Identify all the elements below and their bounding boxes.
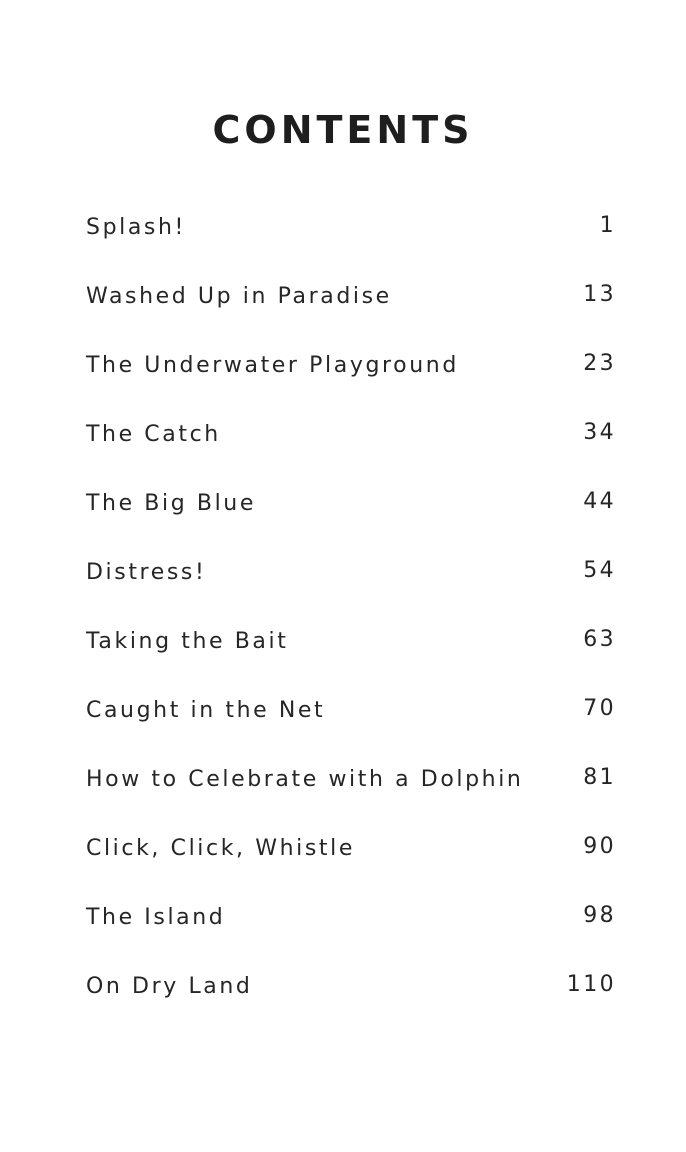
toc-entry-title: Washed Up in Paradise <box>86 284 392 309</box>
toc-entry-1 <box>86 206 616 275</box>
toc-entry-10 <box>86 827 616 896</box>
toc-entry-title: The Island <box>86 905 226 930</box>
toc-entry-2 <box>86 275 616 344</box>
toc-entry-title: Distress! <box>86 560 207 585</box>
toc-list <box>86 206 616 1034</box>
toc-entry-3 <box>86 344 616 413</box>
toc-entry-page: 34 <box>583 420 616 445</box>
toc-entry-page: 23 <box>583 351 616 376</box>
toc-entry-title: How to Celebrate with a Dolphin <box>86 767 524 792</box>
toc-entry-page: 13 <box>583 282 616 307</box>
toc-entry-6 <box>86 551 616 620</box>
toc-entry-page: 54 <box>583 558 616 583</box>
toc-entry-page: 110 <box>566 972 616 997</box>
toc-entry-title: The Catch <box>86 422 221 447</box>
toc-entry-5 <box>86 482 616 551</box>
page-title: CONTENTS <box>212 108 474 152</box>
toc-entry-title: Caught in the Net <box>86 698 326 723</box>
toc-entry-title: Splash! <box>86 215 186 240</box>
toc-entry-page: 1 <box>599 213 616 238</box>
toc-entry-page: 63 <box>583 627 616 652</box>
toc-entry-title: On Dry Land <box>86 974 253 999</box>
toc-entry-page: 44 <box>583 489 616 514</box>
toc-entry-7 <box>86 620 616 689</box>
toc-entry-page: 90 <box>583 834 616 859</box>
toc-entry-title: The Underwater Playground <box>86 353 459 378</box>
toc-entry-9 <box>86 758 616 827</box>
toc-entry-title: The Big Blue <box>86 491 256 516</box>
toc-entry-page: 81 <box>583 765 616 790</box>
toc-entry-8 <box>86 689 616 758</box>
toc-entry-12 <box>86 965 616 1034</box>
toc-entry-11 <box>86 896 616 965</box>
toc-entry-4 <box>86 413 616 482</box>
toc-entry-title: Taking the Bait <box>86 629 289 654</box>
toc-entry-page: 98 <box>583 903 616 928</box>
toc-entry-page: 70 <box>583 696 616 721</box>
toc-entry-title: Click, Click, Whistle <box>86 836 355 861</box>
